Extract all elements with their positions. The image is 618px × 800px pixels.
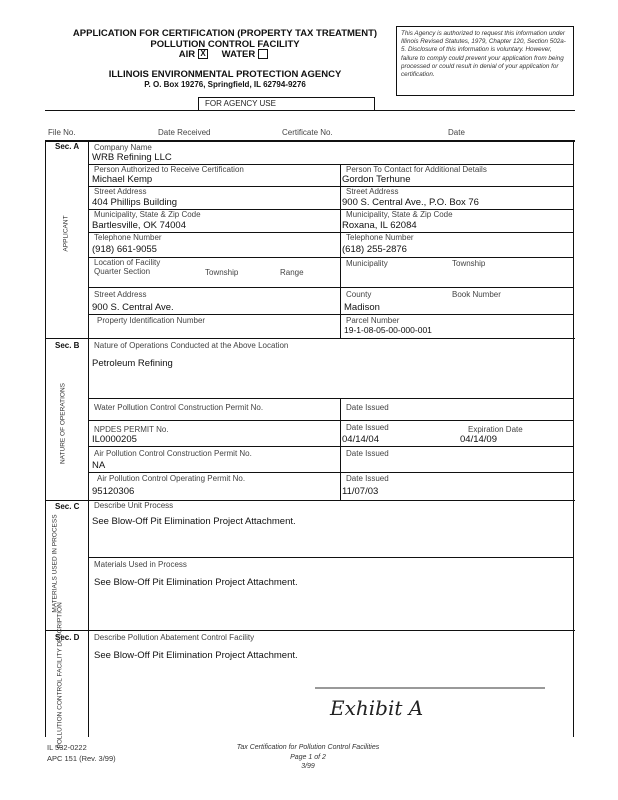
water-label: WATER	[221, 49, 256, 60]
sec-a-side-label: APPLICANT	[62, 215, 70, 252]
person-contact-value[interactable]: Gordon Terhune	[342, 174, 411, 185]
sec-b-side-label: NATURE OF OPERATIONS	[59, 383, 67, 465]
sec-b-label: Sec. B	[55, 341, 80, 350]
person-cert-value[interactable]: Michael Kemp	[92, 174, 153, 185]
company-name-value[interactable]: WRB Refining LLC	[92, 152, 172, 163]
city2-value[interactable]: Roxana, IL 62084	[342, 220, 417, 231]
air-label: AIR	[178, 49, 196, 60]
footer-title: Tax Certification for Pollution Control Facilities	[236, 744, 380, 751]
sec-a-label: Sec. A	[55, 142, 80, 151]
unit-process-label: Describe Unit Process	[94, 501, 174, 510]
city1-value[interactable]: Bartlesville, OK 74004	[92, 220, 186, 231]
phone2-label: Telephone Number	[346, 233, 414, 242]
street1-label: Street Address	[94, 187, 147, 196]
exhibit-a-stamp: Exhibit A	[330, 696, 424, 720]
nature-of-operations-label: Nature of Operations Conducted at the Above Location	[94, 341, 289, 350]
date-issued2-value[interactable]: 04/14/04	[342, 434, 379, 445]
date-issued4-value[interactable]: 11/07/03	[342, 486, 379, 497]
footer-rev: 3/99	[301, 763, 315, 770]
footer-page: Page 1 of 2	[290, 754, 326, 761]
parcel-number-value[interactable]: 19-1-08-05-00-000-001	[344, 325, 432, 335]
street3-label: Street Address	[94, 290, 147, 299]
form-id-1: IL 532-0222	[47, 743, 87, 752]
air-construct-value[interactable]: NA	[92, 460, 106, 471]
phone1-label: Telephone Number	[94, 233, 162, 242]
sec-c-label: Sec. C	[55, 502, 80, 511]
parcel-number-label: Parcel Number	[346, 316, 400, 325]
privacy-notice: This Agency is authorized to request this information under Illinois Revised Statutes, 1979, Chapter 120, Section 502a-5. Disclosure of this information is voluntary. However, failure to comply could prevent your application from being processed or could result in denial of your application for certification.	[396, 26, 574, 96]
form-subtitle: POLLUTION CONTROL FACILITY	[150, 39, 300, 50]
nature-of-operations-value[interactable]: Petroleum Refining	[92, 358, 173, 369]
expiration-value[interactable]: 04/14/09	[460, 434, 497, 445]
expiration-label: Expiration Date	[468, 425, 523, 434]
county-value[interactable]: Madison	[344, 302, 380, 313]
property-id-label: Property Identification Number	[97, 316, 206, 325]
abatement-label: Describe Pollution Abatement Control Facility	[94, 633, 255, 642]
person-contact-label: Person To Contact for Additional Details	[346, 165, 487, 174]
municipality-label: Municipality	[346, 259, 388, 268]
form-id-2: APC 151 (Rev. 3/99)	[47, 754, 116, 763]
air-operating-value[interactable]: 95120306	[92, 486, 135, 497]
agency-date-label: Date	[448, 128, 465, 137]
date-issued4-label: Date Issued	[346, 474, 389, 483]
certificate-no-label: Certificate No.	[282, 128, 333, 137]
company-name-label: Company Name	[94, 143, 152, 152]
county-label: County	[346, 290, 372, 299]
sec-d-side-label: POLLUTION CONTROL FACILITY DESCRIPTION	[56, 602, 64, 749]
street2-label: Street Address	[346, 187, 399, 196]
npdes-label: NPDES PERMIT No.	[94, 425, 169, 434]
facility-location-label: Location of Facility	[94, 258, 161, 267]
sec-c-side-label: MATERIALS USED IN PROCESS	[51, 514, 59, 613]
date-received-label: Date Received	[158, 128, 211, 137]
date-issued1-label: Date Issued	[346, 403, 389, 412]
air-construct-label: Air Pollution Control Construction Permit No.	[94, 449, 252, 458]
agency-name: ILLINOIS ENVIRONMENTAL PROTECTION AGENCY	[108, 69, 342, 80]
phone2-value[interactable]: (618) 255-2876	[342, 244, 407, 255]
date-issued2-label: Date Issued	[346, 423, 389, 432]
unit-process-value[interactable]: See Blow-Off Pit Elimination Project Attachment.	[92, 516, 296, 527]
range-label: Range	[280, 268, 304, 277]
city2-label: Municipality, State & Zip Code	[346, 210, 453, 219]
abatement-value[interactable]: See Blow-Off Pit Elimination Project Attachment.	[94, 650, 298, 661]
city1-label: Municipality, State & Zip Code	[94, 210, 201, 219]
township-label: Township	[205, 268, 239, 277]
water-checkbox[interactable]	[258, 49, 268, 59]
materials-value[interactable]: See Blow-Off Pit Elimination Project Attachment.	[94, 577, 298, 588]
person-cert-label: Person Authorized to Receive Certification	[94, 165, 244, 174]
npdes-value[interactable]: IL0000205	[92, 434, 137, 445]
agency-address: P. O. Box 19276, Springfield, IL 62794-9276	[144, 80, 306, 89]
form-title: APPLICATION FOR CERTIFICATION (PROPERTY TAX TREATMENT)	[72, 28, 378, 39]
agency-use-title: FOR AGENCY USE	[205, 99, 276, 108]
materials-label: Materials Used in Process	[94, 560, 187, 569]
book-number-label: Book Number	[452, 290, 501, 299]
date-issued3-label: Date Issued	[346, 449, 389, 458]
sec-d-label: Sec. D	[55, 633, 80, 642]
water-permit-label: Water Pollution Control Construction Permit No.	[94, 403, 264, 412]
media-checkboxes	[60, 49, 390, 60]
street2-value[interactable]: 900 S. Central Ave., P.O. Box 76	[342, 197, 479, 208]
street1-value[interactable]: 404 Phillips Building	[92, 197, 178, 208]
street3-value[interactable]: 900 S. Central Ave.	[92, 302, 174, 313]
air-checkbox[interactable]: X	[198, 49, 208, 59]
quarter-section-label: Quarter Section	[94, 267, 151, 276]
file-no-label: File No.	[48, 128, 76, 137]
phone1-value[interactable]: (918) 661-9055	[92, 244, 157, 255]
township2-label: Township	[452, 259, 486, 268]
air-operating-label: Air Pollution Control Operating Permit No.	[97, 474, 246, 483]
